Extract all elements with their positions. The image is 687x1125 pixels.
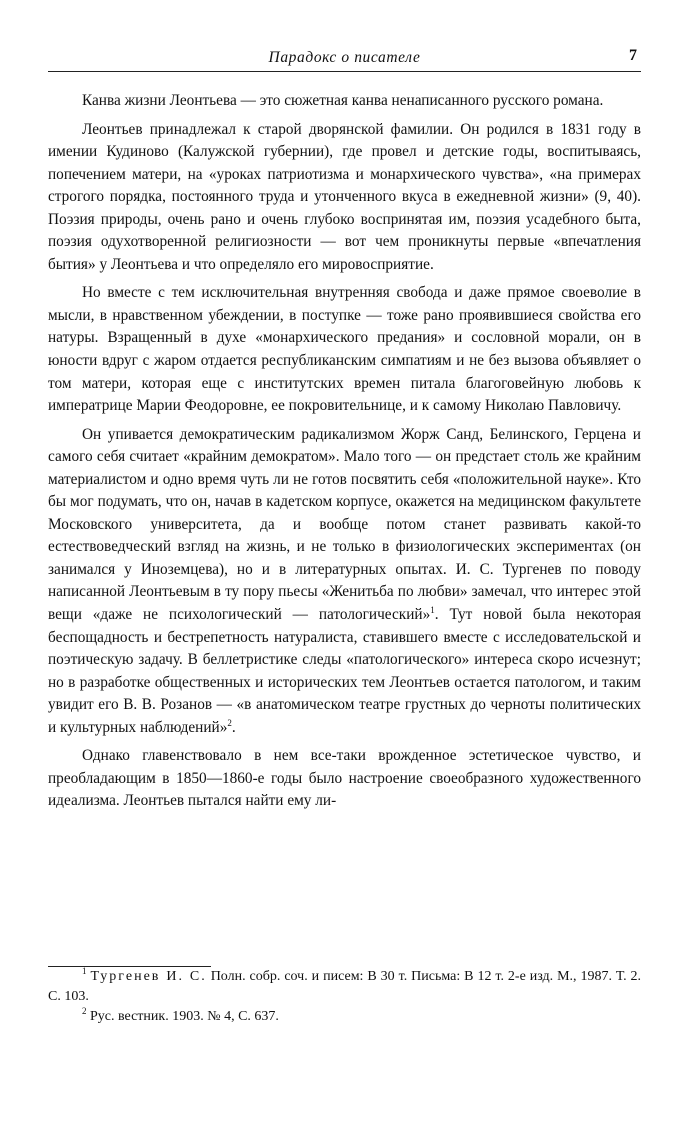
page-header bbox=[48, 47, 641, 72]
paragraph-text: . Тут новой была некоторая беспощадность и бестрепетность натуралиста, ставившего вместе с исследовательской и поэтическую задачу. В беллетристике следы «патологического» интереса скоро исчезнут; но в разработке общественных и исторических тем Леонтьев остается патологом, и таким увидит его В. В. Розанов — «в анатомическом театре грустных до черноты политических и культурных наблюдений» bbox=[48, 606, 641, 736]
paragraph-text: . bbox=[231, 718, 236, 736]
paragraph: Леонтьев принадлежал к старой дворянской фамилии. Он родился в 1831 году в имении Кудиново (Калужской губернии), где провел и детские годы, воспитываясь, попечением матери, на «уроках патриотизма и монархического чувства», «на примерах строгого порядка, постоянного труда и утонченного вкуса в ежедневной жизни» (9, 40). Поэзия природы, очень рано и очень глубоко воспринятая им, поэзия усадебного быта, поэзия одухотворенной религиозности — вот чем проникнуты первые «впечатления бытия» у Леонтьева и что определяло его мировосприятие. bbox=[48, 120, 641, 273]
footnote-text: Полн. собр. соч. и писем: В 30 т. Письма: В 12 т. 2-е изд. М., 1987. Т. 2. С. 103. bbox=[48, 969, 642, 1004]
paragraph: Канва жизни Леонтьева — это сюжетная канва ненаписанного русского романа. bbox=[82, 92, 604, 109]
footnote-reference: 2 bbox=[227, 717, 232, 728]
page-number: 7 bbox=[629, 47, 637, 64]
paragraph: Однако главенствовало в нем все-таки врожденное эстетическое чувство, и преобладающим в 1850—1860-е годы было настроение своеобразного художественного идеализма. Леонтьев пытался найти ему ли- bbox=[48, 747, 641, 810]
footnote-author: Тургенев И. С. bbox=[90, 969, 207, 984]
footnote-number: 1 bbox=[82, 966, 87, 976]
running-title: Парадокс о писателе bbox=[268, 49, 421, 66]
footnotes bbox=[48, 967, 641, 1027]
footnote-reference: 1 bbox=[430, 605, 435, 616]
footnote bbox=[48, 1007, 641, 1027]
footnote-number: 2 bbox=[82, 1006, 87, 1016]
footnote-text: Рус. вестник. 1903. № 4, С. 637. bbox=[86, 1009, 279, 1024]
footnote bbox=[48, 967, 641, 1007]
paragraph-text: Он упивается демократическим радикализмом Жорж Санд, Белинского, Герцена и самого себя считает «крайним демократом». Мало того — он предстает столь же крайним материалистом и одно время чуть ли не готов посвятить себя «положительной науке». Кто бы мог подумать, что он, начав в кадетском корпусе, окажется на медицинском факультете Московского университета, да и вообще потом станет развивать какой-то естествоведческий взгляд на жизнь, и не только в физиологических экспериментах (он занимался у Иноземцева), но и в литературных опытах. И. С. Тургенев по поводу написанной Леонтьевым в ту пору пьесы «Женитьба по любви» замечал, что интерес этой вещи «даже не психологический — патологический» bbox=[48, 425, 641, 624]
main-text bbox=[48, 90, 641, 819]
paragraph: Но вместе с тем исключительная внутренняя свобода и даже прямое своеволие в мысли, в нравственном убеждении, в поступке — тоже рано проявившиеся свойства его натуры. Взращенный в духе «монархического предания» и сословной морали, он в юности вдруг с жаром отдается республиканским симпатиям и не без вызова объявляет о том матери, которая еще с институтских времен питала благоговейную любовь к императрице Марии Феодоровне, ее покровительнице, и к самому Николаю Павловичу. bbox=[48, 284, 641, 415]
paragraph bbox=[48, 424, 641, 740]
